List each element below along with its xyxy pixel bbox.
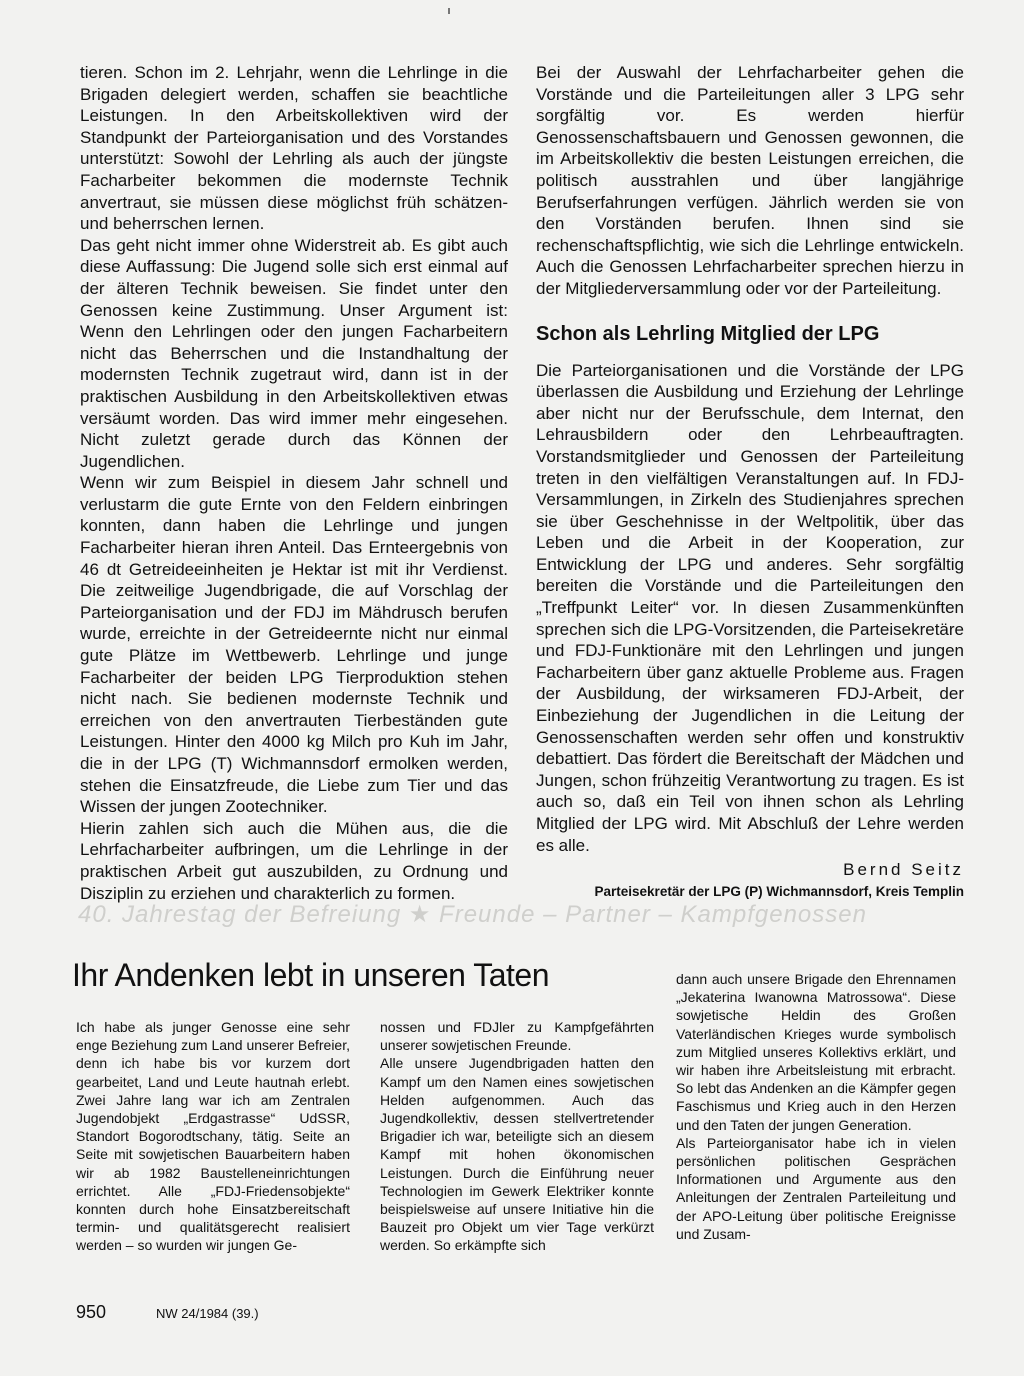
paragraph: nossen und FDJler zu Kampfgefährten unserer sowjetischen Freunde. xyxy=(380,1019,654,1054)
paragraph: Hierin zahlen sich auch die Mühen aus, die die Lehrfacharbeiter aufbringen, um die Lehrlinge in der praktischen Arbeit gut auszubilden, zu Ordnung und Disziplin zu erziehen und charakterlich zu formen. xyxy=(80,818,508,903)
author-name: Bernd Seitz xyxy=(843,860,964,880)
article2-headline: Ihr Andenken lebt in unseren Taten xyxy=(72,957,549,993)
paragraph: tieren. Schon im 2. Lehrjahr, wenn die Lehrlinge in die Brigaden delegiert werden, schaffen sie beachtliche Leistungen. In den Arbeitskollektiven wird der Standpunkt der Parteiorganisation und des Vorstandes unterstützt: Sowohl der Lehrling als auch der jüngste Facharbeiter bekommen die modernste Technik anvertraut, sie müssen diese möglichst früh schätzen- und beherrschen lernen. xyxy=(80,63,508,234)
paragraph: Ich habe als junger Genosse eine sehr enge Beziehung zum Land unserer Befreier, denn ich habe bis vor kurzem dort gearbeitet, Land und Leute hautnah erlebt. Zwei Jahre lang war ich am Zentralen Jugendobjekt „Erdgastrasse“ UdSSR, Standort Bogorodtschany, tätig. Seite an Seite mit sowjetischen Bauarbeitern haben wir ab 1982 Baustelleneinrichtungen errichtet. Alle „FDJ-Friedensobjekte“ konnten durch hohe Einsatzbereitschaft termin- und qualitätsgerecht realisiert werden – so wurden wir jungen Ge- xyxy=(76,1019,350,1254)
scan-mark xyxy=(448,8,450,14)
article1-column-left xyxy=(80,62,508,904)
issue-label: NW 24/1984 (39.) xyxy=(156,1306,259,1321)
paragraph: dann auch unsere Brigade den Ehrennamen „Jekaterina Iwanowna Matrossowa“. Diese sowjetische Heldin des Großen Vaterländischen Krieges wurde symbolisch zum Mitglied unseres Kollektivs erklärt, und wir haben ihre Arbeitsleistung mit erbracht. So lebt das Andenken an die Kämpfer gegen Faschismus und Krieg auch in den Herzen und den Taten der jungen Generation. xyxy=(676,971,956,1133)
paragraph: Bei der Auswahl der Lehrfacharbeiter gehen die Vorstände und die Parteileitungen aller 3 LPG sehr sorgfältig vor. Es werden hierfür Genossenschaftsbauern und Genossen gewonnen, die im Arbeitskollektiv die besten Leistungen erreichen, die politisch ausstrahlen und über langjährige Berufserfahrungen verfügen. Jährlich werden sie von den Vorständen berufen. Ihnen sind sie rechenschaftspflichtig, wie sich die Lehrlinge entwickeln. Auch die Genossen Lehrfacharbeiter sprechen hierzu in der Mitgliederversammlung oder vor der Parteileitung. xyxy=(536,63,964,298)
author-role: Parteisekretär der LPG (P) Wichmannsdorf, Kreis Templin xyxy=(594,884,964,900)
paragraph: Wenn wir zum Beispiel in diesem Jahr schnell und verlustarm die gute Ernte von den Feldern einbringen konnten, dann haben die Lehrlinge und jungen Facharbeiter hieran ihren Anteil. Das Ernteergebnis von 46 dt Getreideeinheiten je Hektar ist mit ihr Verdienst. Die zeitweilige Jugendbrigade, die auf Vorschlag der Parteiorganisation und der FDJ im Mähdrusch berufen wurde, erreichte in der Getreideernte nicht nur einmal gute Plätze im Wettbewerb. Lehrlinge und junge Facharbeiter der beiden LPG Tierproduktion stehen nicht nach. Sie bedienen modernste Technik und erreichen von den anvertrauten Tierbeständen gute Leistungen. Hinter den 4000 kg Milch pro Kuh im Jahr, die in der LPG (T) Wichmannsdorf ermolken werden, stehen die Einsatzfreude, die Liebe zum Tier und das Wissen der jungen Zootechniker. xyxy=(80,473,508,817)
paragraph: Als Parteiorganisator habe ich in vielen persönlichen politischen Gesprächen Informationen und Argumente aus den Anleitungen der Zentralen Parteileitung und der APO-Leitung über politische Ereignisse und Zusam- xyxy=(676,1134,956,1242)
article2-column-2 xyxy=(380,1018,654,1255)
page-number: 950 xyxy=(76,1302,107,1322)
paragraph: Alle unsere Jugendbrigaden hatten den Kampf um den Namen eines sowjetischen Helden aufgenommen. Auch das Jugendkollektiv, dessen stellvertretender Brigadier ich war, beteiligte sich an diesem Kampf mit hohen ökonomischen Leistungen. Durch die Einführung neuer Technologien im Gewerk Elektriker konnte beispielsweise auf unsere Initiative hin die Bauzeit pro Objekt um vier Tage verkürzt werden. So erkämpfte sich xyxy=(380,1055,654,1254)
paragraph: Die Parteiorganisationen und die Vorstände der LPG überlassen die Ausbildung und Erziehung der Lehrlinge aber nicht nur der Berufsschule, dem Internat, den Lehrausbildern oder den Lehrbeauftragten. Vorstandsmitglieder und Genossen der Parteileitung treten in den vielfältigen Veranstaltungen auf. In FDJ-Versammlungen, in Zirkeln des Studienjahres sprechen sie über Geschehnisse in der Weltpolitik, über das Leben und die Arbeit in der Kooperation, zur Entwicklung der LPG und anderes. Sehr sorgfältig bereiten die Vorstände und die Parteileitungen den „Treffpunkt Leiter“ vor. In diesen Zusammenkünften sprechen sich die LPG-Vorsitzenden, die Parteisekretäre und FDJ-Funktionäre mit den Lehrlingen und jungen Facharbeitern über ganz aktuelle Probleme aus. Fragen der Ausbildung, der wirksameren FDJ-Arbeit, der Einbeziehung der Jugendlichen in die Leitung der Genossenschaften werden sehr offen und konstruktiv debattiert. Das fördert die Bereitschaft der Mädchen und Jungen, schon frühzeitig Verantwortung zu tragen. Es ist auch so, daß ein Teil von ihnen schon als Lehrling Mitglied der LPG wird. Mit Abschluß der Lehre werden es alle. xyxy=(536,360,964,855)
article1-column-right xyxy=(536,62,964,902)
signature xyxy=(536,858,964,902)
series-banner: 40. Jahrestag der Befreiung ★ Freunde – Partner – Kampfgenossen xyxy=(78,901,867,928)
paragraph: Das geht nicht immer ohne Widerstreit ab. Es gibt auch diese Auffassung: Die Jugend solle sich erst einmal auf der älteren Technik beweisen. Sie findet unter den Genossen keine Zustimmung. Unser Argument ist: Wenn den Lehrlingen oder den jungen Facharbeitern nicht das Beherrschen und die Instandhaltung der modernsten Technik zugetraut wird, dann ist in der praktischen Ausbildung in den Arbeitskollektiven etwas versäumt worden. Das wird immer mehr eingesehen. Nicht zuletzt gerade durch das Können der Jugendlichen. xyxy=(80,235,508,471)
article2-column-3 xyxy=(676,970,956,1243)
section-subheading: Schon als Lehrling Mitglied der LPG xyxy=(536,322,880,345)
article2-column-1 xyxy=(76,1018,350,1255)
